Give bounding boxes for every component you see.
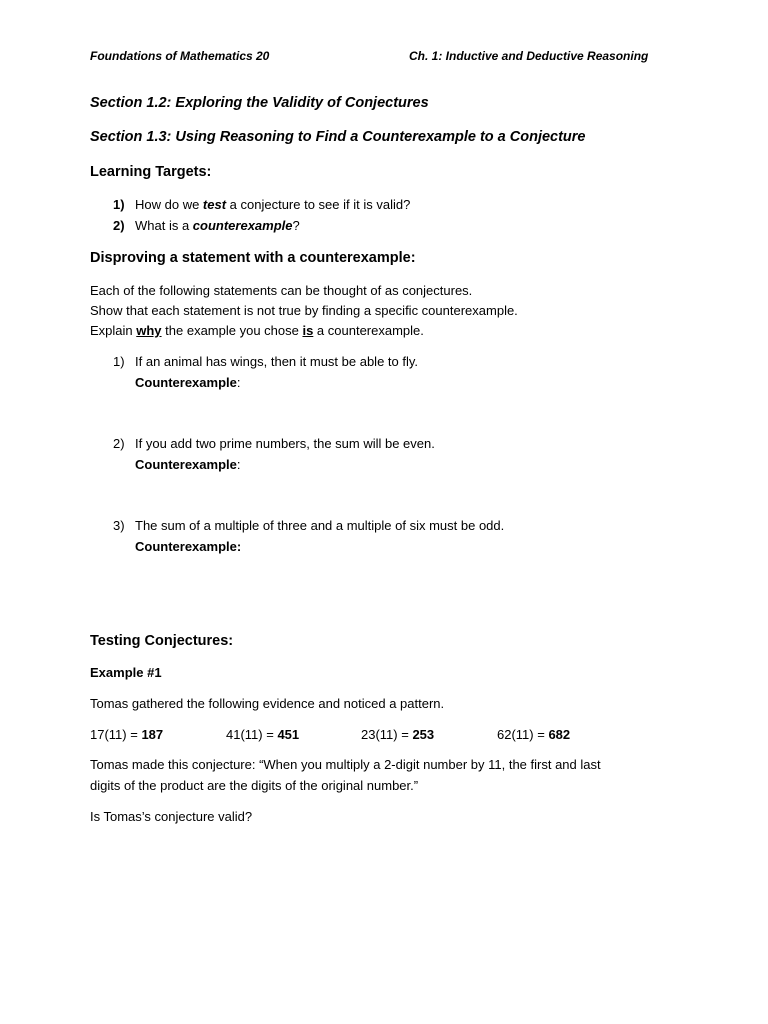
equation-lhs: 17(11) = [90,727,142,742]
disproving-intro-line: Show that each statement is not true by finding a specific counterexample. [90,303,518,318]
evidence-intro: Tomas gathered the following evidence and noticed a pattern. [90,696,445,711]
label-text: Counterexample [135,375,237,390]
validity-question: Is Tomas’s conjecture valid? [90,809,253,824]
statement-text: If you add two prime numbers, the sum will be even. [135,436,435,451]
learning-target-text [135,218,300,233]
equation-result: 187 [141,727,164,742]
equation [497,727,570,742]
text-part: a counterexample. [313,323,424,338]
emphasis-why: why [136,323,162,338]
text-part: ? [292,218,300,233]
text-part: How do we [135,197,203,212]
label-colon: : [236,457,241,472]
equation-lhs: 23(11) = [361,727,413,742]
statement-number: 1) [113,354,125,369]
label-text: Counterexample: [135,539,242,554]
statement-text: The sum of a multiple of three and a multiple of six must be odd. [135,518,505,533]
disproving-intro-line: Each of the following statements can be thought of as conjectures. [90,283,473,298]
example-label: Example #1 [90,665,162,680]
counterexample-label [135,375,241,390]
text-part: the example you chose [161,323,303,338]
learning-target-text [135,197,410,212]
statement-number: 2) [113,436,125,451]
conjecture-line: Tomas made this conjecture: “When you multiply a 2-digit number by 11, the first and last [90,757,601,772]
equation [361,727,434,742]
testing-heading: Testing Conjectures: [90,633,234,649]
disproving-intro-line [90,323,424,338]
counterexample-label [135,539,241,554]
emphasis-counterexample: counterexample [192,218,293,233]
section-1-2-title: Section 1.2: Exploring the Validity of Conjectures [90,95,429,111]
equation-lhs: 62(11) = [497,727,549,742]
header-chapter-title: Ch. 1: Inductive and Deductive Reasoning [409,49,649,63]
equation-result: 253 [412,727,435,742]
text-part: What is a [135,218,193,233]
equation-result: 451 [277,727,300,742]
equation [90,727,163,742]
equation [226,727,299,742]
header-course-title: Foundations of Mathematics 20 [90,49,270,63]
learning-target-item [113,218,125,233]
label-colon: : [236,375,241,390]
text-part: Explain [90,323,137,338]
label-text: Counterexample [135,457,237,472]
emphasis-test: test [202,197,227,212]
emphasis-is: is [302,323,314,338]
statement-number: 3) [113,518,125,533]
item-number: 2) [113,218,125,233]
conjecture-line: digits of the product are the digits of the original number.” [90,778,419,793]
item-number: 1) [113,197,125,212]
learning-target-item [113,197,125,212]
section-1-3-title: Section 1.3: Using Reasoning to Find a Counterexample to a Conjecture [90,129,586,145]
equation-lhs: 41(11) = [226,727,278,742]
disproving-heading: Disproving a statement with a counterexample: [90,250,416,266]
text-part: a conjecture to see if it is valid? [226,197,411,212]
equation-result: 682 [548,727,571,742]
learning-targets-heading: Learning Targets: [90,164,212,180]
statement-text: If an animal has wings, then it must be able to fly. [135,354,419,369]
counterexample-label [135,457,241,472]
